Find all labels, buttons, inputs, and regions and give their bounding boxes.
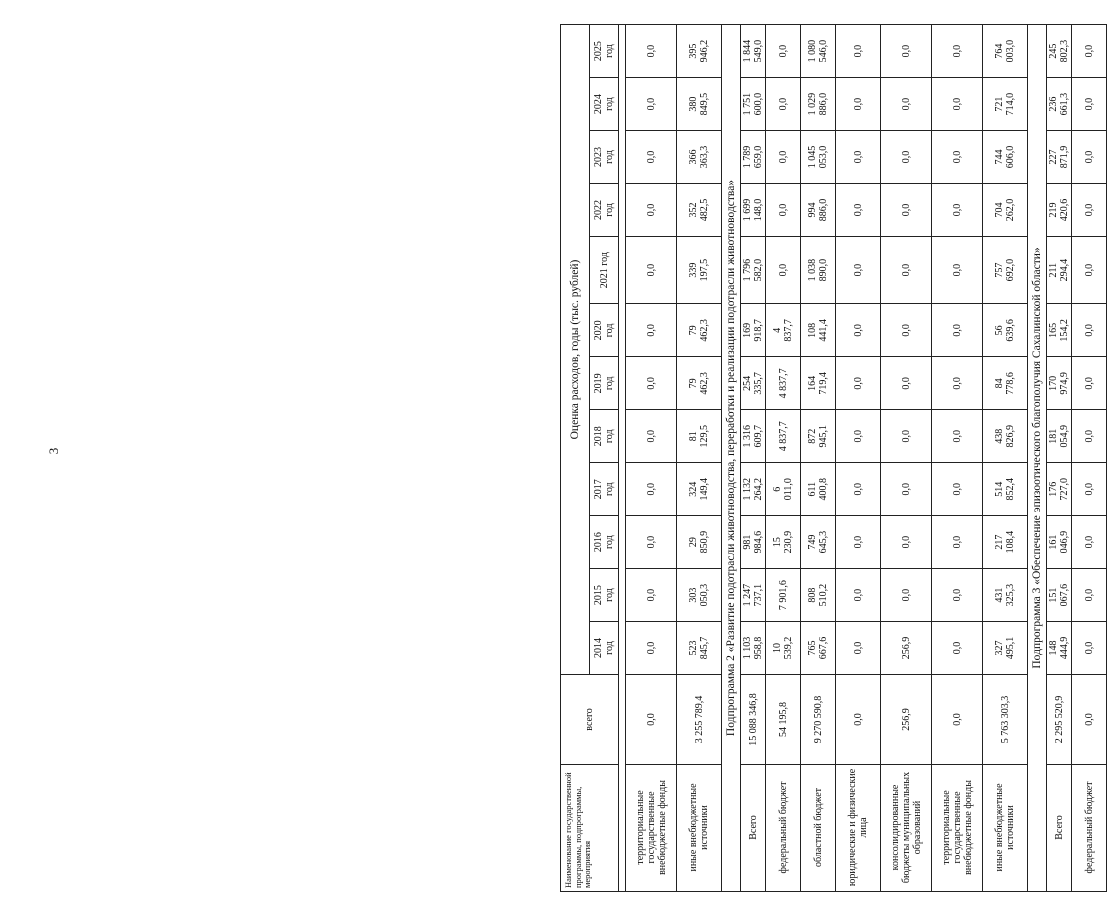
year-value: 431 325,3	[983, 569, 1028, 622]
year-header: 2014 год	[590, 622, 619, 675]
year-value: 0,0	[932, 622, 983, 675]
year-value: 1 751 600,0	[741, 78, 766, 131]
year-value: 0,0	[626, 236, 677, 303]
year-value: 0,0	[1072, 131, 1107, 184]
year-value: 0,0	[626, 304, 677, 357]
year-value: 256,9	[881, 622, 932, 675]
year-value: 0,0	[626, 516, 677, 569]
year-value: 872 945,1	[801, 410, 836, 463]
year-value: 0,0	[626, 131, 677, 184]
year-value: 366 363,3	[677, 131, 722, 184]
row-name: федеральный бюджет	[766, 764, 801, 891]
year-value: 151 067,6	[1047, 569, 1072, 622]
table-row	[626, 25, 677, 892]
year-value: 704 262,0	[983, 183, 1028, 236]
year-value: 380 849,5	[677, 78, 722, 131]
row-total: 5 763 303,3	[983, 674, 1028, 764]
year-value: 1 029 886,0	[801, 78, 836, 131]
year-value: 0,0	[932, 78, 983, 131]
row-total: 3 255 789,4	[677, 674, 722, 764]
year-value: 0,0	[1072, 622, 1107, 675]
year-value: 1 316 609,7	[741, 410, 766, 463]
rotated-table-wrapper	[560, 24, 1095, 892]
row-total: 2 295 520,9	[1047, 674, 1072, 764]
year-value: 303 050,3	[677, 569, 722, 622]
year-value: 0,0	[836, 183, 881, 236]
year-header: 2023 год	[590, 131, 619, 184]
table-body	[619, 25, 1107, 892]
total-column-header: всего	[561, 674, 619, 764]
year-value: 438 826,9	[983, 410, 1028, 463]
year-value: 0,0	[766, 236, 801, 303]
expenditure-table	[560, 24, 1107, 892]
year-value: 0,0	[766, 78, 801, 131]
year-value: 0,0	[836, 622, 881, 675]
year-value: 0,0	[881, 357, 932, 410]
year-value: 1 132 264,2	[741, 463, 766, 516]
row-total: 9 270 590,8	[801, 674, 836, 764]
year-value: 764 003,0	[983, 25, 1028, 78]
year-header: 2015 год	[590, 569, 619, 622]
table-row	[836, 25, 881, 892]
year-value: 0,0	[626, 622, 677, 675]
year-value: 339 197,5	[677, 236, 722, 303]
row-total: 54 195,8	[766, 674, 801, 764]
year-value: 0,0	[932, 304, 983, 357]
year-value: 0,0	[836, 25, 881, 78]
year-value: 0,0	[1072, 183, 1107, 236]
year-value: 81 129,5	[677, 410, 722, 463]
year-value: 1 844 549,0	[741, 25, 766, 78]
year-value: 0,0	[626, 25, 677, 78]
year-value: 744 606,0	[983, 131, 1028, 184]
year-value: 164 719,4	[801, 357, 836, 410]
year-value: 56 639,6	[983, 304, 1028, 357]
year-header: 2018 год	[590, 410, 619, 463]
year-value: 1 103 958,8	[741, 622, 766, 675]
year-value: 757 692,0	[983, 236, 1028, 303]
table-row	[766, 25, 801, 892]
row-name: юридические и физические лица	[836, 764, 881, 891]
table-row	[983, 25, 1028, 892]
row-total: 15 088 346,8	[741, 674, 766, 764]
year-value: 0,0	[836, 304, 881, 357]
year-value: 108 441,4	[801, 304, 836, 357]
subprogram-2-row-title: Подпрограмма 2 «Развитие подотрасли животноводства, переработки и реализации подотрасли животноводства»	[722, 25, 741, 892]
table-header	[561, 25, 619, 892]
year-value: 0,0	[836, 236, 881, 303]
row-name: областной бюджет	[801, 764, 836, 891]
year-value: 0,0	[1072, 357, 1107, 410]
year-value: 0,0	[932, 516, 983, 569]
year-value: 0,0	[1072, 463, 1107, 516]
year-value: 170 974,9	[1047, 357, 1072, 410]
year-value: 0,0	[881, 78, 932, 131]
row-total: 0,0	[1072, 674, 1107, 764]
year-value: 0,0	[932, 236, 983, 303]
year-value: 79 462,3	[677, 304, 722, 357]
table-row	[801, 25, 836, 892]
row-name: территориальные государственные внебюджетные фонды	[626, 764, 677, 891]
year-value: 254 335,7	[741, 357, 766, 410]
year-value: 148 444,9	[1047, 622, 1072, 675]
year-value: 6 011,0	[766, 463, 801, 516]
table-row	[1047, 25, 1072, 892]
year-value: 981 984,6	[741, 516, 766, 569]
year-value: 169 918,7	[741, 304, 766, 357]
year-value: 352 482,5	[677, 183, 722, 236]
year-value: 324 149,4	[677, 463, 722, 516]
year-value: 79 462,3	[677, 357, 722, 410]
year-value: 0,0	[1072, 25, 1107, 78]
year-value: 217 108,4	[983, 516, 1028, 569]
year-value: 219 420,6	[1047, 183, 1072, 236]
year-value: 15 230,9	[766, 516, 801, 569]
row-name: федеральный бюджет	[1072, 764, 1107, 891]
year-value: 765 667,6	[801, 622, 836, 675]
year-value: 0,0	[881, 236, 932, 303]
year-value: 0,0	[932, 463, 983, 516]
year-header: 2019 год	[590, 357, 619, 410]
year-value: 0,0	[932, 410, 983, 463]
year-value: 0,0	[836, 78, 881, 131]
year-value: 523 845,7	[677, 622, 722, 675]
year-value: 0,0	[881, 463, 932, 516]
year-value: 0,0	[881, 410, 932, 463]
row-name: Всего	[741, 764, 766, 891]
year-value: 1 080 546,0	[801, 25, 836, 78]
year-value: 0,0	[932, 183, 983, 236]
year-value: 721 714,0	[983, 78, 1028, 131]
year-value: 0,0	[836, 357, 881, 410]
row-total: 0,0	[836, 674, 881, 764]
page-number: 3	[46, 447, 61, 455]
row-total: 0,0	[932, 674, 983, 764]
year-value: 0,0	[1072, 304, 1107, 357]
year-value: 10 539,2	[766, 622, 801, 675]
year-value: 0,0	[881, 131, 932, 184]
year-value: 0,0	[881, 183, 932, 236]
year-value: 0,0	[1072, 410, 1107, 463]
year-value: 514 852,4	[983, 463, 1028, 516]
year-value: 0,0	[932, 357, 983, 410]
year-value: 4 837,7	[766, 357, 801, 410]
row-total: 256,9	[881, 674, 932, 764]
year-value: 0,0	[836, 569, 881, 622]
year-value: 245 802,3	[1047, 25, 1072, 78]
row-name: территориальные государственные внебюджетные фонды	[932, 764, 983, 891]
year-value: 0,0	[1072, 78, 1107, 131]
year-value: 395 946,2	[677, 25, 722, 78]
year-value: 0,0	[626, 463, 677, 516]
year-value: 1 789 659,0	[741, 131, 766, 184]
year-value: 0,0	[881, 516, 932, 569]
year-value: 0,0	[836, 131, 881, 184]
year-value: 327 495,1	[983, 622, 1028, 675]
table-row	[677, 25, 722, 892]
year-value: 1 045 053,0	[801, 131, 836, 184]
year-value: 1 247 737,1	[741, 569, 766, 622]
name-column-header: Наименование государственной программы, подпрограммы, мероприятия	[561, 764, 619, 891]
table-row	[741, 25, 766, 892]
year-value: 0,0	[766, 183, 801, 236]
table-row	[1072, 25, 1107, 892]
year-value: 4 837,7	[766, 410, 801, 463]
year-value: 0,0	[932, 569, 983, 622]
year-header: 2022 год	[590, 183, 619, 236]
year-value: 994 886,0	[801, 183, 836, 236]
year-value: 0,0	[836, 516, 881, 569]
subprogram-3-row-title: Подпрограмма 3 «Обеспечение эпизоотического благополучия Сахалинской области»	[1028, 25, 1047, 892]
year-value: 1 038 890,0	[801, 236, 836, 303]
year-value: 161 046,9	[1047, 516, 1072, 569]
estimate-header: Оценка расходов, годы (тыс. рублей)	[561, 25, 590, 675]
year-value: 1 699 148,0	[741, 183, 766, 236]
year-value: 0,0	[626, 183, 677, 236]
year-value: 165 154,2	[1047, 304, 1072, 357]
year-value: 0,0	[932, 131, 983, 184]
year-header: 2016 год	[590, 516, 619, 569]
year-value: 0,0	[766, 131, 801, 184]
year-value: 29 850,9	[677, 516, 722, 569]
year-value: 0,0	[766, 25, 801, 78]
year-value: 0,0	[1072, 236, 1107, 303]
year-value: 0,0	[881, 25, 932, 78]
year-header: 2024 год	[590, 78, 619, 131]
table-row	[932, 25, 983, 892]
year-value: 0,0	[836, 463, 881, 516]
year-header: 2020 год	[590, 304, 619, 357]
spacer-row	[619, 25, 626, 892]
year-value: 0,0	[626, 569, 677, 622]
subprogram-2-row	[722, 25, 741, 892]
year-value: 611 400,8	[801, 463, 836, 516]
year-value: 4 837,7	[766, 304, 801, 357]
year-value: 808 510,2	[801, 569, 836, 622]
row-total: 0,0	[626, 674, 677, 764]
row-name: консолидированные бюджеты муниципальных образований	[881, 764, 932, 891]
year-value: 0,0	[1072, 516, 1107, 569]
year-value: 84 778,6	[983, 357, 1028, 410]
row-name: иные внебюджетные источники	[677, 764, 722, 891]
year-value: 0,0	[881, 569, 932, 622]
year-value: 0,0	[881, 304, 932, 357]
year-header: 2025 год	[590, 25, 619, 78]
year-value: 236 661,3	[1047, 78, 1072, 131]
row-name: иные внебюджетные источники	[983, 764, 1028, 891]
year-value: 0,0	[626, 357, 677, 410]
row-name: Всего	[1047, 764, 1072, 891]
year-value: 749 645,3	[801, 516, 836, 569]
year-value: 227 871,9	[1047, 131, 1072, 184]
year-header: 2017 год	[590, 463, 619, 516]
year-value: 211 294,4	[1047, 236, 1072, 303]
year-value: 0,0	[1072, 569, 1107, 622]
year-value: 0,0	[626, 78, 677, 131]
year-value: 0,0	[932, 25, 983, 78]
year-value: 0,0	[836, 410, 881, 463]
year-value: 176 727,0	[1047, 463, 1072, 516]
year-value: 0,0	[626, 410, 677, 463]
table-row	[881, 25, 932, 892]
year-header: 2021 год	[590, 236, 619, 303]
subprogram-3-row	[1028, 25, 1047, 892]
year-value: 1 796 582,0	[741, 236, 766, 303]
year-value: 181 054,9	[1047, 410, 1072, 463]
year-value: 7 901,6	[766, 569, 801, 622]
